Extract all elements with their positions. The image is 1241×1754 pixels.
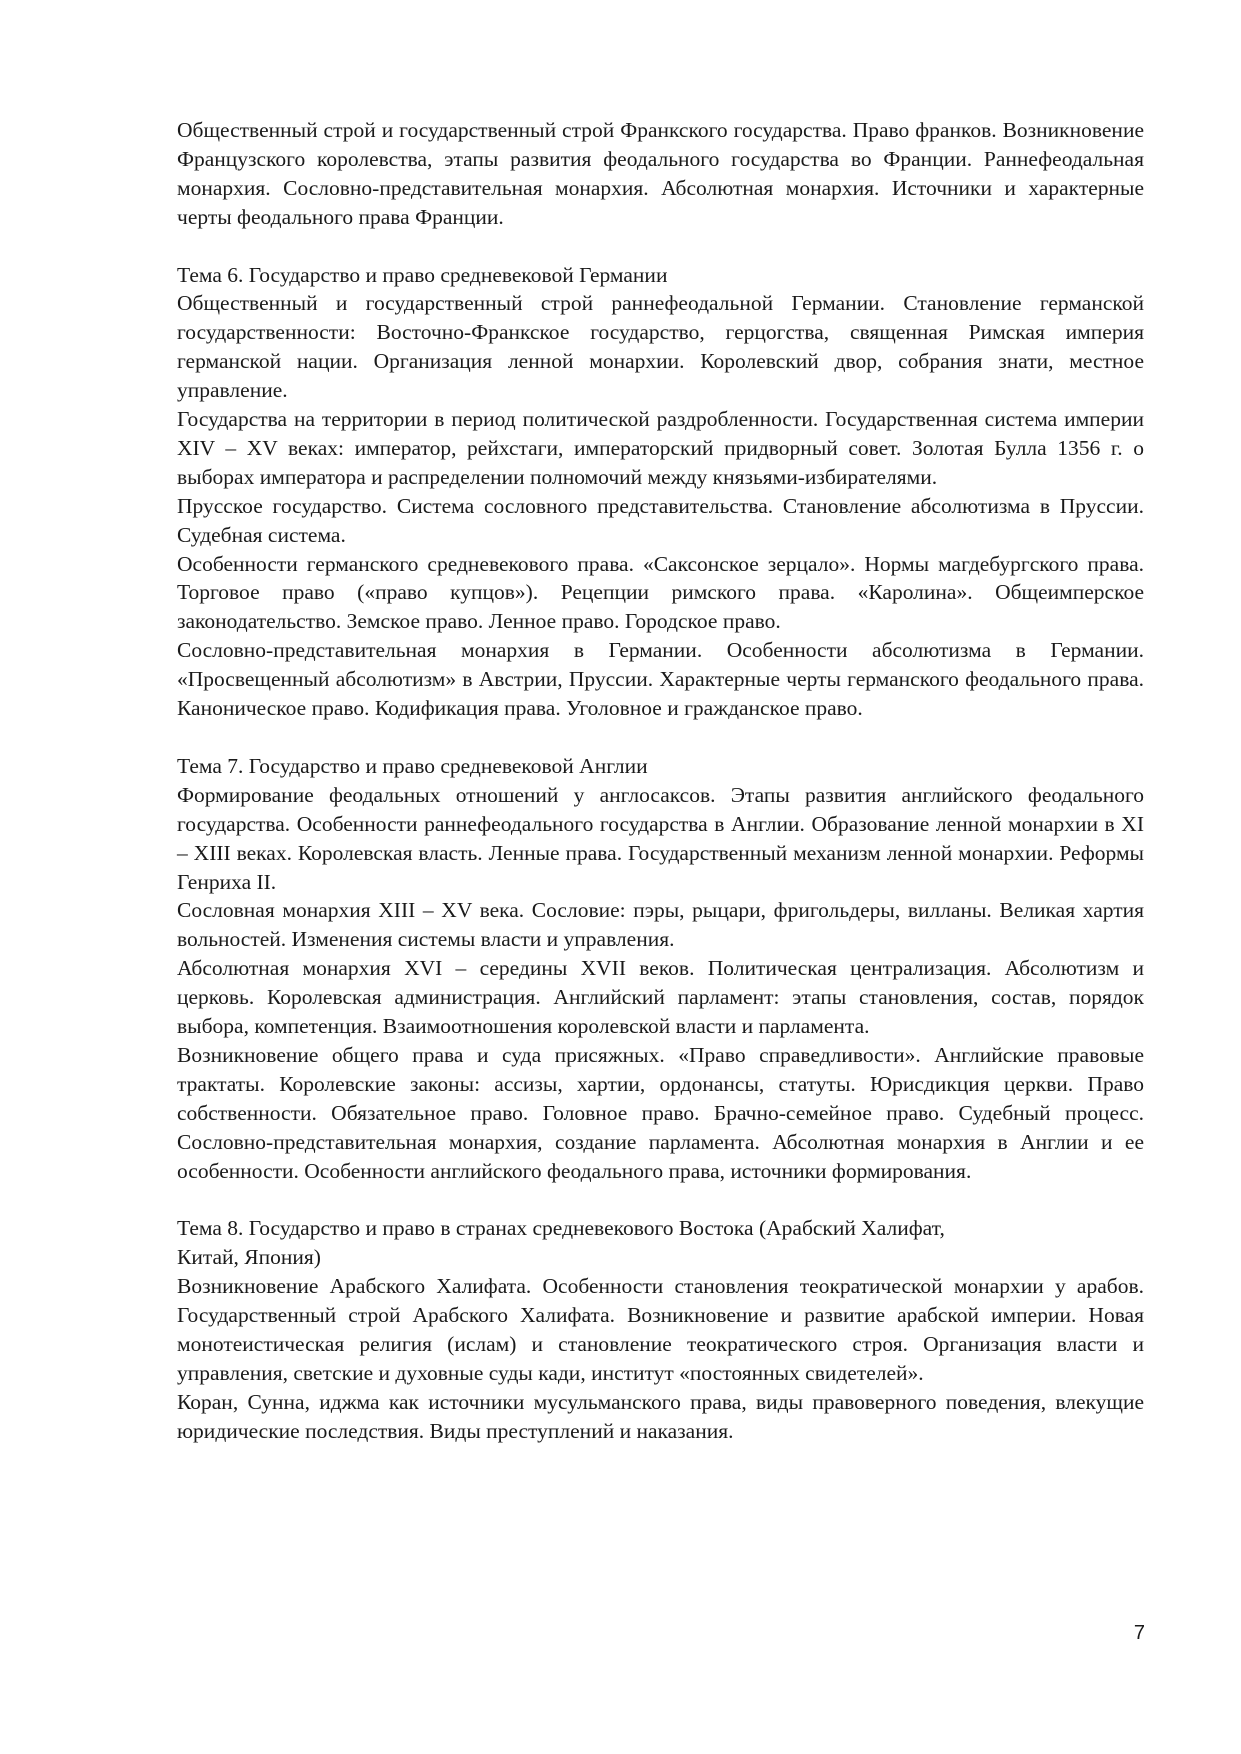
document-body <box>177 116 1144 1446</box>
topic-8-heading-line-2: Китай, Япония) <box>177 1245 321 1270</box>
topic-7-heading: Тема 7. Государство и право средневековой Англии <box>177 753 648 778</box>
topic-6-paragraph: Государства на территории в период политической раздробленности. Государственная система империи XIV – XV веках: император, рейхстаги, императорский придворный совет. Золотая Булла 1356 г. о выборах императора и распределении полномочий между князьями-избирателями. <box>177 407 1144 489</box>
page-number: 7 <box>1133 1622 1145 1644</box>
topic-7-paragraph: Возникновение общего права и суда присяжных. «Право справедливости». Английские правовые трактаты. Королевские законы: ассизы, хартии, ордонансы, статуты. Юрисдикция церкви. Право собственности. Обязательное право. Головное право. Брачно-семейное право. Судебный процесс. Сословно-представительная монархия, создание парламента. Абсолютная монархия в Англии и ее особенности. Особенности английского феодального права, источники формирования. <box>177 1042 1144 1183</box>
topic-6-paragraph: Сословно-представительная монархия в Германии. Особенности абсолютизма в Германии. «Просвещенный абсолютизм» в Австрии, Пруссии. Характерные черты германского феодального права. Каноническое право. Кодификация права. Уголовное и гражданское право. <box>177 638 1144 721</box>
topic-8-heading <box>177 1214 1144 1272</box>
topic-8-heading-line-1: Тема 8. Государство и право в странах средневекового Востока (Арабский Халифат, <box>177 1216 945 1241</box>
topic-7-section <box>177 752 1144 1186</box>
topic-7-paragraph: Сословная монархия XIII – XV века. Сословие: пэры, рыцари, фригольдеры, вилланы. Великая хартия вольностей. Изменения системы власти и управления. <box>177 898 1144 952</box>
section-gap <box>177 232 1144 261</box>
topic-6-section <box>177 261 1144 724</box>
section-gap <box>177 1186 1144 1215</box>
topic-6-heading: Тема 6. Государство и право средневековой Германии <box>177 262 668 287</box>
topic-8-paragraph: Возникновение Арабского Халифата. Особенности становления теократической монархии у арабов. Государственный строй Арабского Халифата. Возникновение и развитие арабской империи. Новая монотеистическая религия (ислам) и становление теократического строя. Организация власти и управления, светские и духовные суды кади, институт «постоянных свидетелей». <box>177 1274 1144 1385</box>
topic-8-section <box>177 1214 1144 1445</box>
topic-6-paragraph: Особенности германского средневекового права. «Саксонское зерцало». Нормы магдебургского права. Торговое право («право купцов»). Рецепции римского права. «Каролина». Общеимперское законодательство. Земское право. Ленное право. Городское право. <box>177 551 1144 634</box>
topic-7-paragraph: Абсолютная монархия XVI – середины XVII веков. Политическая централизация. Абсолютизм и церковь. Королевская администрация. Английский парламент: этапы становления, состав, порядок выбора, компетенция. Взаимоотношения королевской власти и парламента. <box>177 956 1144 1039</box>
topic-8-paragraph: Коран, Сунна, иджма как источники мусульманского права, виды правоверного поведения, влекущие юридические последствия. Виды преступлений и наказания. <box>177 1389 1144 1443</box>
intro-paragraph: Общественный строй и государственный строй Франкского государства. Право франков. Возникновение Французского королевства, этапы развития феодального государства во Франции. Раннефеодальная монархия. Сословно-представительная монархия. Абсолютная монархия. Источники и характерные черты феодального права Франции. <box>177 118 1144 229</box>
topic-6-paragraph: Общественный и государственный строй раннефеодальной Германии. Становление германской государственности: Восточно-Франкское государство, герцогства, священная Римская империя германской нации. Организация ленной монархии. Королевский двор, собрания знати, местное управление. <box>177 291 1144 403</box>
topic-6-paragraph: Прусское государство. Система сословного представительства. Становление абсолютизма в Пруссии. Судебная система. <box>177 493 1144 547</box>
topic-7-paragraph: Формирование феодальных отношений у англосаксов. Этапы развития английского феодального государства. Особенности раннефеодального государства в Англии. Образование ленной монархии в XI – XIII веках. Королевская власть. Ленные права. Государственный механизм ленной монархии. Реформы Генриха II. <box>177 782 1144 894</box>
section-gap <box>177 723 1144 752</box>
